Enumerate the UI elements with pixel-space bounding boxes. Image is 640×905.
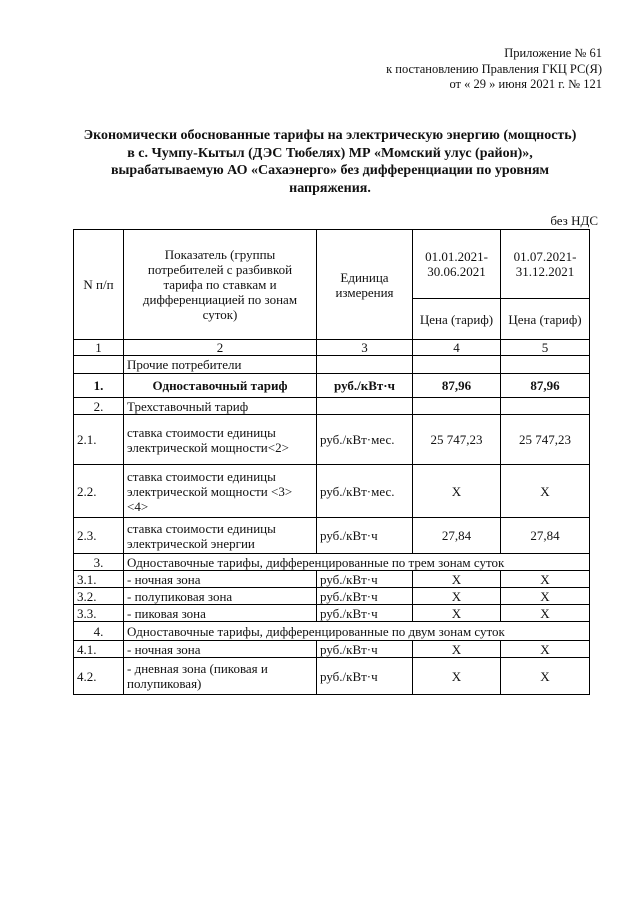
row-num: 3.1.	[74, 571, 124, 588]
row-num: 3.2.	[74, 588, 124, 605]
row-value-1	[413, 398, 501, 415]
header-row	[74, 230, 590, 299]
row-num: 1.	[74, 374, 124, 398]
row-name: Одноставочные тарифы, дифференцированные по двум зонам суток	[124, 622, 590, 641]
row-unit: руб./кВт·ч	[317, 658, 413, 695]
row-value-1: 87,96	[413, 374, 501, 398]
table-row	[74, 518, 590, 554]
row-name: ставка стоимости единицы электрической мощности <3><4>	[124, 465, 317, 518]
row-unit: руб./кВт·ч	[317, 641, 413, 658]
title-line: вырабатываемую АО «Сахаэнерго» без дифференциации по уровням	[110, 163, 550, 178]
group-row	[74, 356, 590, 374]
row-value-1: Х	[413, 571, 501, 588]
row-unit: руб./кВт·ч	[317, 588, 413, 605]
row-value-1: Х	[413, 605, 501, 622]
row-value-1: Х	[413, 658, 501, 695]
table-row	[74, 571, 590, 588]
row-name: - дневная зона (пиковая и полупиковая)	[124, 658, 317, 695]
column-number: 5	[501, 340, 590, 356]
column-number: 3	[317, 340, 413, 356]
title-line: напряжения.	[289, 180, 371, 196]
title-line: Экономически обоснованные тарифы на электрическую энергию (мощность)	[83, 128, 577, 143]
table-row	[74, 641, 590, 658]
table-row	[74, 374, 590, 398]
row-value-2: 87,96	[501, 374, 590, 398]
title-line: в с. Чумпу-Кытыл (ДЭС Тюбелях) МР «Момский улус (район)»,	[127, 145, 533, 161]
row-name: Трехставочный тариф	[124, 398, 317, 415]
table-row	[74, 605, 590, 622]
row-name: Одноставочный тариф	[124, 374, 317, 398]
row-num: 4.	[74, 622, 124, 641]
row-num: 4.2.	[74, 658, 124, 695]
row-value-2: Х	[501, 571, 590, 588]
table-row	[74, 622, 590, 641]
header-unit: Единица измерения	[317, 230, 413, 340]
row-unit: руб./кВт·ч	[317, 374, 413, 398]
row-value-2: 27,84	[501, 518, 590, 554]
row-value-2: Х	[501, 658, 590, 695]
row-name: Одноставочные тарифы, дифференцированные по трем зонам суток	[124, 554, 590, 571]
table-row	[74, 415, 590, 465]
table-row	[74, 398, 590, 415]
table-row	[74, 588, 590, 605]
table-row	[74, 465, 590, 518]
row-num: 2.1.	[74, 415, 124, 465]
row-value-2: Х	[501, 605, 590, 622]
row-value-2: Х	[501, 465, 590, 518]
column-number-row	[74, 340, 590, 356]
vat-note: без НДС	[550, 213, 598, 228]
row-unit: руб./кВт·ч	[317, 571, 413, 588]
row-name: ставка стоимости единицы электрической мощности<2>	[124, 415, 317, 465]
row-num: 2.2.	[74, 465, 124, 518]
row-name: - ночная зона	[124, 641, 317, 658]
column-number: 2	[124, 340, 317, 356]
appendix-resolution: к постановлению Правления ГКЦ РС(Я)	[386, 61, 602, 76]
row-unit: руб./кВт·ч	[317, 518, 413, 554]
group-label: Прочие потребители	[124, 356, 317, 374]
row-value-1: 25 747,23	[413, 415, 501, 465]
header-price-2: Цена (тариф)	[501, 299, 590, 340]
row-name: - полупиковая зона	[124, 588, 317, 605]
appendix-reference	[386, 46, 602, 93]
row-name: ставка стоимости единицы электрической энергии	[124, 518, 317, 554]
header-price-1: Цена (тариф)	[413, 299, 501, 340]
row-value-2: Х	[501, 641, 590, 658]
row-unit: руб./кВт·мес.	[317, 465, 413, 518]
header-period-2: 01.07.2021-31.12.2021	[501, 230, 590, 299]
table-row	[74, 658, 590, 695]
header-num: N п/п	[74, 230, 124, 340]
row-value-1: Х	[413, 641, 501, 658]
row-unit: руб./кВт·ч	[317, 605, 413, 622]
header-indicator: Показатель (группы потребителей с разбивкой тарифа по ставкам и дифференциацией по зонам суток)	[124, 230, 317, 340]
row-num: 2.	[74, 398, 124, 415]
row-value-1: Х	[413, 588, 501, 605]
row-num: 3.	[74, 554, 124, 571]
column-number: 1	[74, 340, 124, 356]
row-value-1: 27,84	[413, 518, 501, 554]
row-unit: руб./кВт·мес.	[317, 415, 413, 465]
appendix-date: от « 29 » июня 2021 г. № 121	[449, 77, 602, 91]
header-period-1: 01.01.2021-30.06.2021	[413, 230, 501, 299]
row-unit	[317, 398, 413, 415]
row-value-2: Х	[501, 588, 590, 605]
row-name: - пиковая зона	[124, 605, 317, 622]
row-value-2: 25 747,23	[501, 415, 590, 465]
tariff-table	[73, 229, 590, 695]
row-num: 4.1.	[74, 641, 124, 658]
appendix-number: Приложение № 61	[504, 46, 602, 60]
row-num: 2.3.	[74, 518, 124, 554]
row-value-1: Х	[413, 465, 501, 518]
document-title	[50, 127, 610, 197]
row-name: - ночная зона	[124, 571, 317, 588]
row-value-2	[501, 398, 590, 415]
row-num: 3.3.	[74, 605, 124, 622]
column-number: 4	[413, 340, 501, 356]
table-row	[74, 554, 590, 571]
